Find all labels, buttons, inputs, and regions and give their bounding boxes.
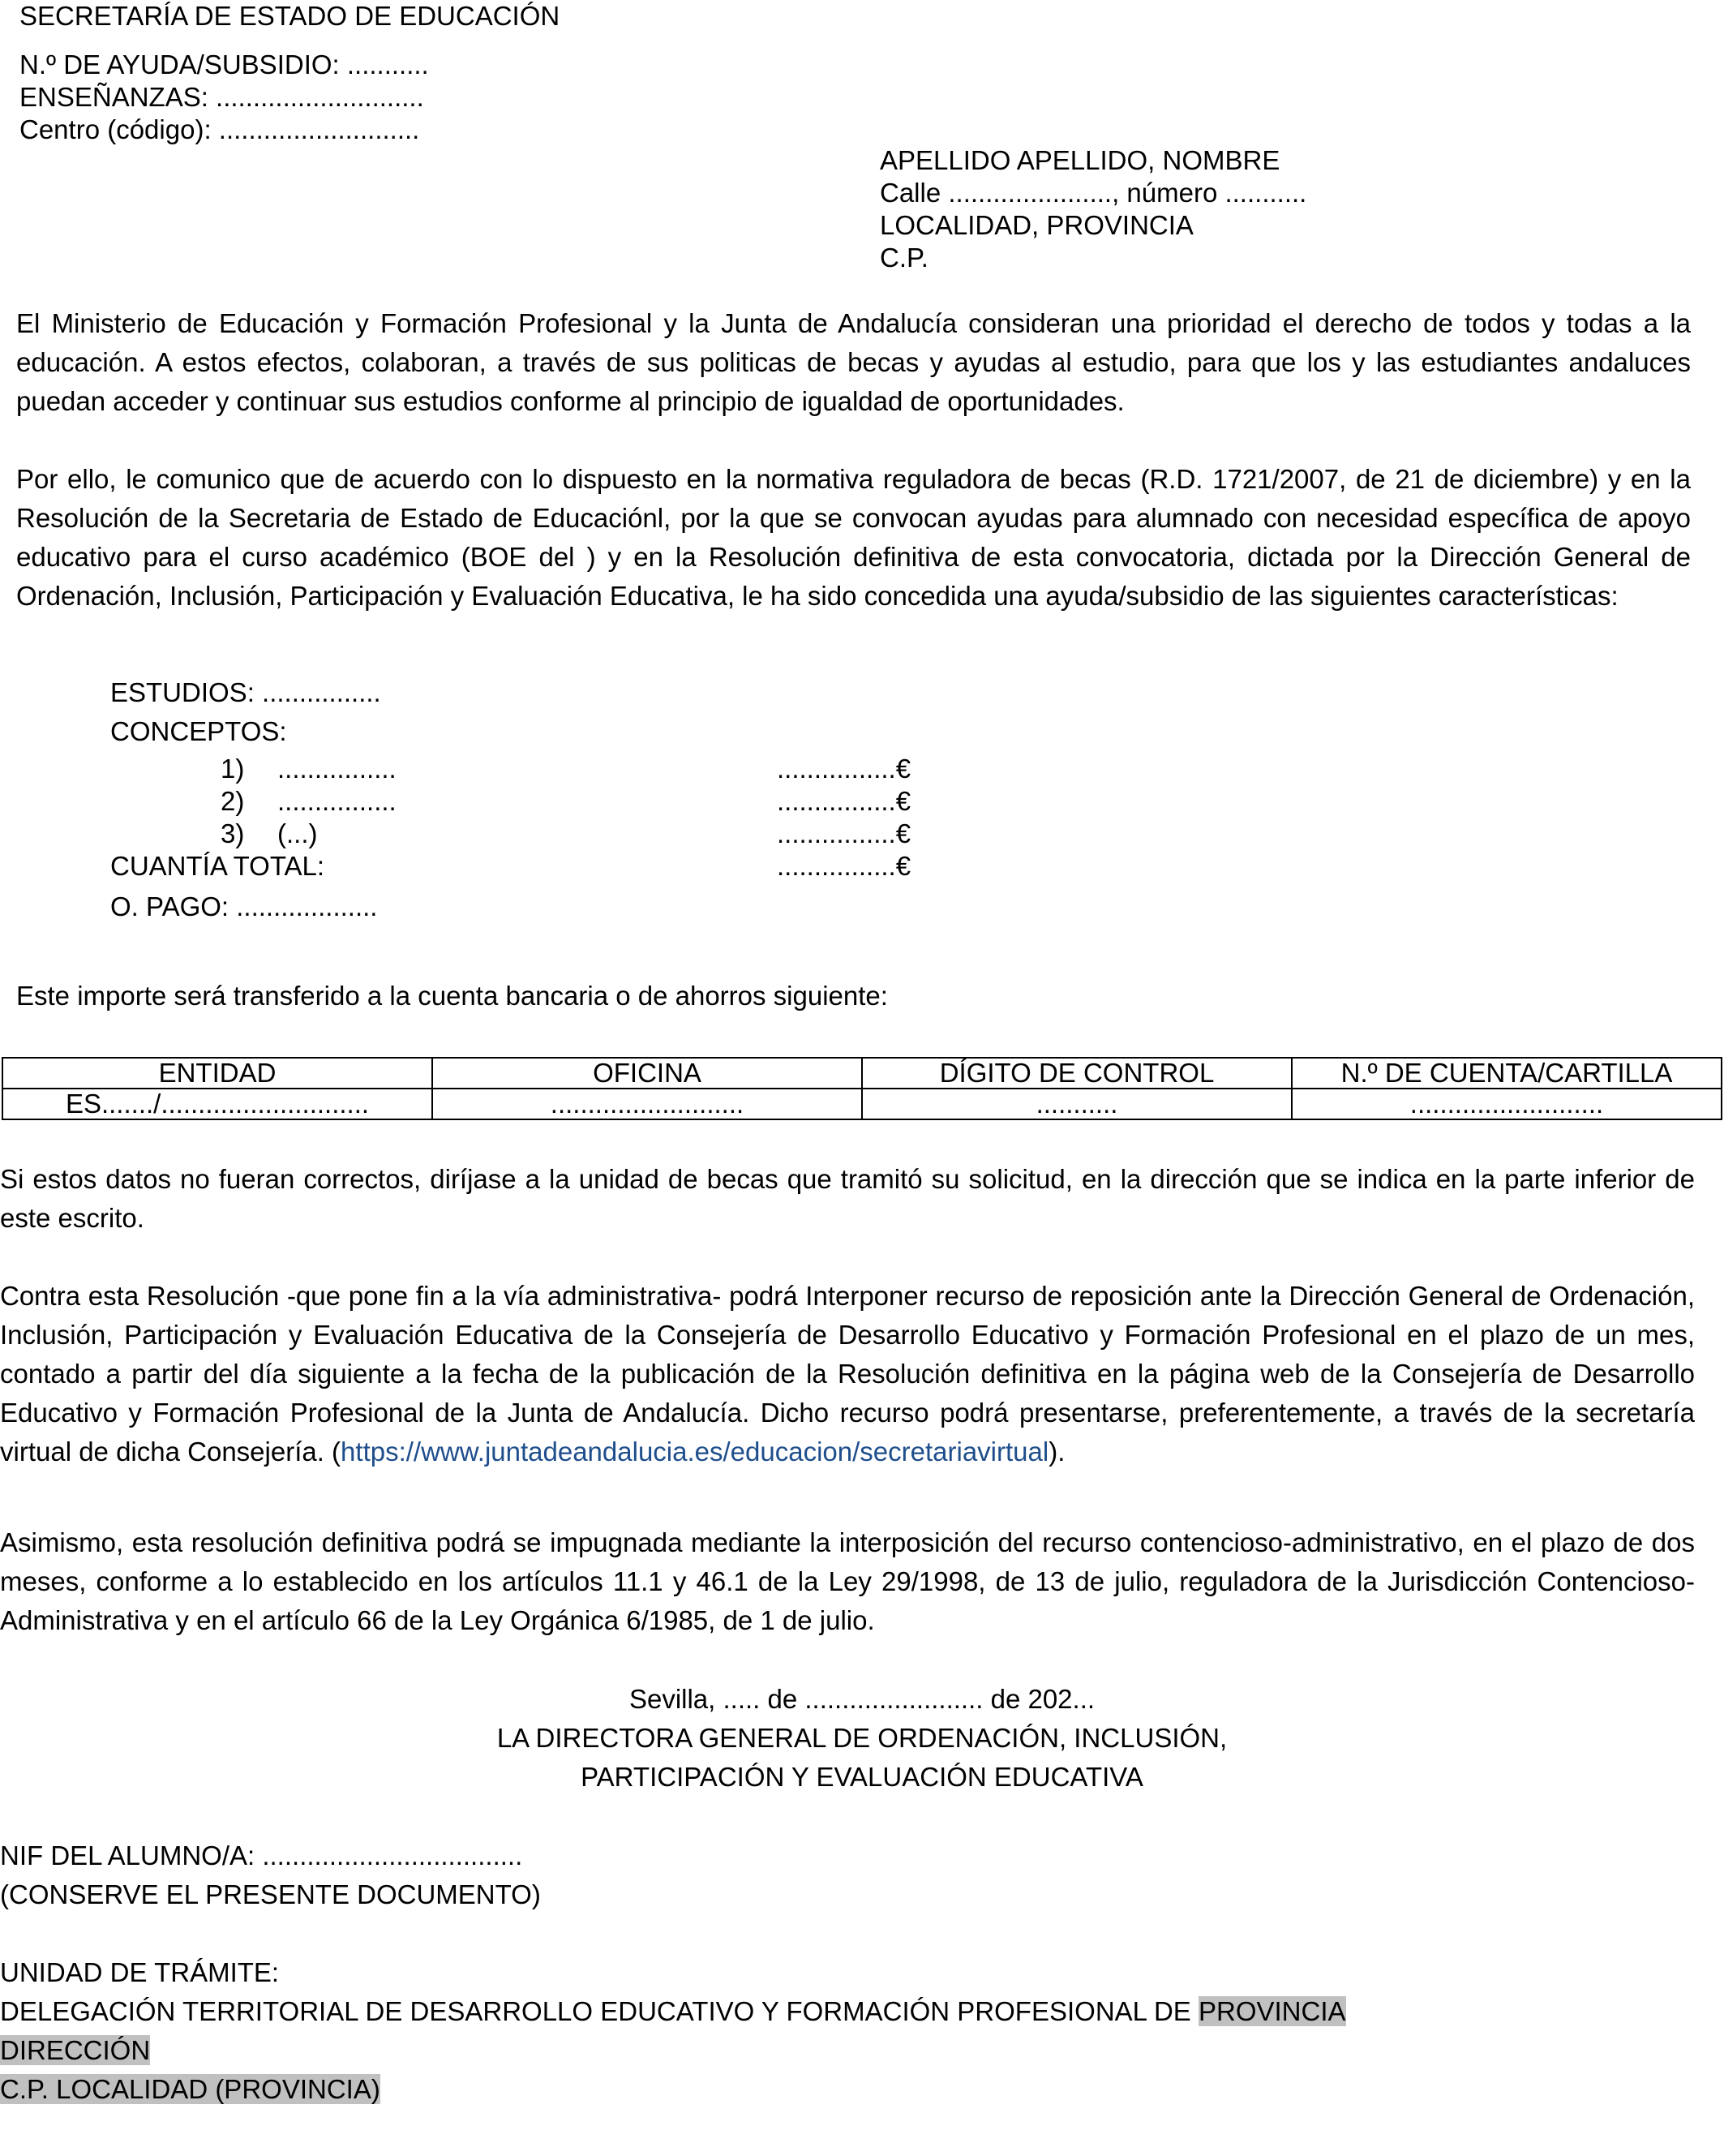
table-row bbox=[2, 1089, 1722, 1119]
signatory-title-line2: PARTICIPACIÓN Y EVALUACIÓN EDUCATIVA bbox=[581, 1762, 1143, 1792]
appeal-paragraph bbox=[0, 1277, 1695, 1471]
transfer-text: Este importe será transferido a la cuenta bancaria o de ahorros siguiente: bbox=[16, 981, 888, 1011]
table-header-cell: DÍGITO DE CONTROL bbox=[862, 1058, 1292, 1089]
ayuda-number-line: N.º DE AYUDA/SUBSIDIO: ........... bbox=[19, 49, 429, 79]
table-header-row bbox=[2, 1058, 1722, 1089]
table-header-cell: N.º DE CUENTA/CARTILLA bbox=[1292, 1058, 1722, 1089]
centro-line: Centro (código): ........................... bbox=[19, 114, 420, 144]
provincia-placeholder: PROVINCIA bbox=[1198, 1996, 1346, 2026]
concept-description: (...) bbox=[277, 818, 318, 848]
concept-description: ................ bbox=[277, 786, 397, 816]
signatory-title-line1: LA DIRECTORA GENERAL DE ORDENACIÓN, INCLUSIÓN, bbox=[496, 1723, 1228, 1753]
recipient-street: Calle ......................, número ........... bbox=[880, 178, 1307, 208]
secretaria-heading: SECRETARÍA DE ESTADO DE EDUCACIÓN bbox=[19, 1, 560, 31]
direccion-placeholder: DIRECCIÓN bbox=[0, 2035, 151, 2065]
concept-amount: ................€ bbox=[777, 754, 911, 784]
concept-number: 1) bbox=[221, 754, 245, 784]
concept-number: 3) bbox=[221, 818, 245, 848]
cp-localidad-placeholder: C.P. LOCALIDAD (PROVINCIA) bbox=[0, 2074, 380, 2104]
conceptos-label: CONCEPTOS: bbox=[110, 716, 287, 746]
table-cell: .......................... bbox=[432, 1089, 862, 1119]
pago-line: O. PAGO: ................... bbox=[110, 891, 378, 921]
nif-line: NIF DEL ALUMNO/A: ................................... bbox=[0, 1840, 523, 1870]
concept-description: ................ bbox=[277, 754, 397, 784]
recipient-locality: LOCALIDAD, PROVINCIA bbox=[880, 210, 1194, 240]
incorrect-data-paragraph: Si estos datos no fueran correctos, diríjase a la unidad de becas que tramitó su solicitud, en la dirección que se indica en la parte inferior de este escrito. bbox=[0, 1164, 1695, 1233]
recipient-name: APELLIDO APELLIDO, NOMBRE bbox=[880, 145, 1280, 175]
direccion-line bbox=[0, 2031, 150, 2070]
concession-paragraph: Por ello, le comunico que de acuerdo con lo dispuesto en la normativa reguladora de becas (R.D. 1721/2007, de 21 de diciembre) y en la Resolución de la Secretaria de Estado de Educaciónl, por la que se convocan ayudas para alumnado con necesidad específica de apoyo educativo para el curso académico (BOE del ) y en la Resolución definitiva de esta convocatoria, dictada por la Dirección General de Ordenación, Inclusión, Participación y Evaluación Educativa, le ha sido concedida una ayuda/subsidio de las siguientes características: bbox=[16, 464, 1691, 611]
appeal-text-end: ). bbox=[1049, 1437, 1066, 1467]
table-cell: ES......./............................ bbox=[2, 1089, 432, 1119]
ensenanzas-line: ENSEÑANZAS: ............................ bbox=[19, 82, 424, 112]
contentious-paragraph: Asimismo, esta resolución definitiva podrá se impugnada mediante la interposición del recurso contencioso-administrativo, en el plazo de dos meses, conforme a lo establecido en los artículos 11.1 y 46.1 de la Ley 29/1998, de 13 de julio, reguladora de la Jurisdicción Contencioso-Administrativa y en el artículo 66 de la Ley Orgánica 6/1985, de 1 de julio. bbox=[0, 1527, 1695, 1635]
concept-number: 2) bbox=[221, 786, 245, 816]
unidad-label: UNIDAD DE TRÁMITE: bbox=[0, 1957, 280, 1987]
conserve-note: (CONSERVE EL PRESENTE DOCUMENTO) bbox=[0, 1879, 541, 1909]
concept-amount: ................€ bbox=[777, 818, 911, 848]
recipient-cp: C.P. bbox=[880, 243, 928, 273]
bank-account-table bbox=[2, 1057, 1722, 1120]
delegacion-text: DELEGACIÓN TERRITORIAL DE DESARROLLO EDUCATIVO Y FORMACIÓN PROFESIONAL DE bbox=[0, 1996, 1199, 2026]
table-header-cell: OFICINA bbox=[432, 1058, 862, 1089]
total-label: CUANTÍA TOTAL: bbox=[110, 851, 325, 881]
table-cell: ........... bbox=[862, 1089, 1292, 1119]
cp-localidad-line bbox=[0, 2070, 380, 2109]
intro-paragraph: El Ministerio de Educación y Formación Profesional y la Junta de Andalucía consideran una prioridad el derecho de todos y todas a la educación. A estos efectos, colaboran, a través de sus politicas de becas y ayudas al estudio, para que los y las estudiantes andaluces puedan acceder y continuar sus estudios conforme al principio de igualdad de oportunidades. bbox=[16, 308, 1691, 416]
delegacion-line bbox=[0, 1992, 1346, 2031]
table-header-cell: ENTIDAD bbox=[2, 1058, 432, 1089]
appeal-text: Contra esta Resolución -que pone fin a la vía administrativa- podrá Interponer recurso de reposición ante la Dirección General de Ordenación, Inclusión, Participación y Evaluación Educativa de la Consejería de Desarrollo Educativo y Formación Profesional en el plazo de un mes, contado a partir del día siguiente a la fecha de la publicación de la Resolución definitiva en la página web de la Consejería de Desarrollo Educativo y Formación Profesional de la Junta de Andalucía. Dicho recurso podrá presentarse, preferentemente, a través de la secretaría virtual de dicha Consejería. ( bbox=[0, 1281, 1695, 1467]
total-amount: ................€ bbox=[777, 851, 911, 881]
date-line: Sevilla, ..... de ........................ de 202... bbox=[628, 1684, 1096, 1714]
estudios-line: ESTUDIOS: ................ bbox=[110, 677, 381, 707]
secretaria-virtual-link[interactable]: https://www.juntadeandalucia.es/educacion/secretariavirtual bbox=[341, 1437, 1049, 1467]
table-cell: .......................... bbox=[1292, 1089, 1722, 1119]
concept-amount: ................€ bbox=[777, 786, 911, 816]
